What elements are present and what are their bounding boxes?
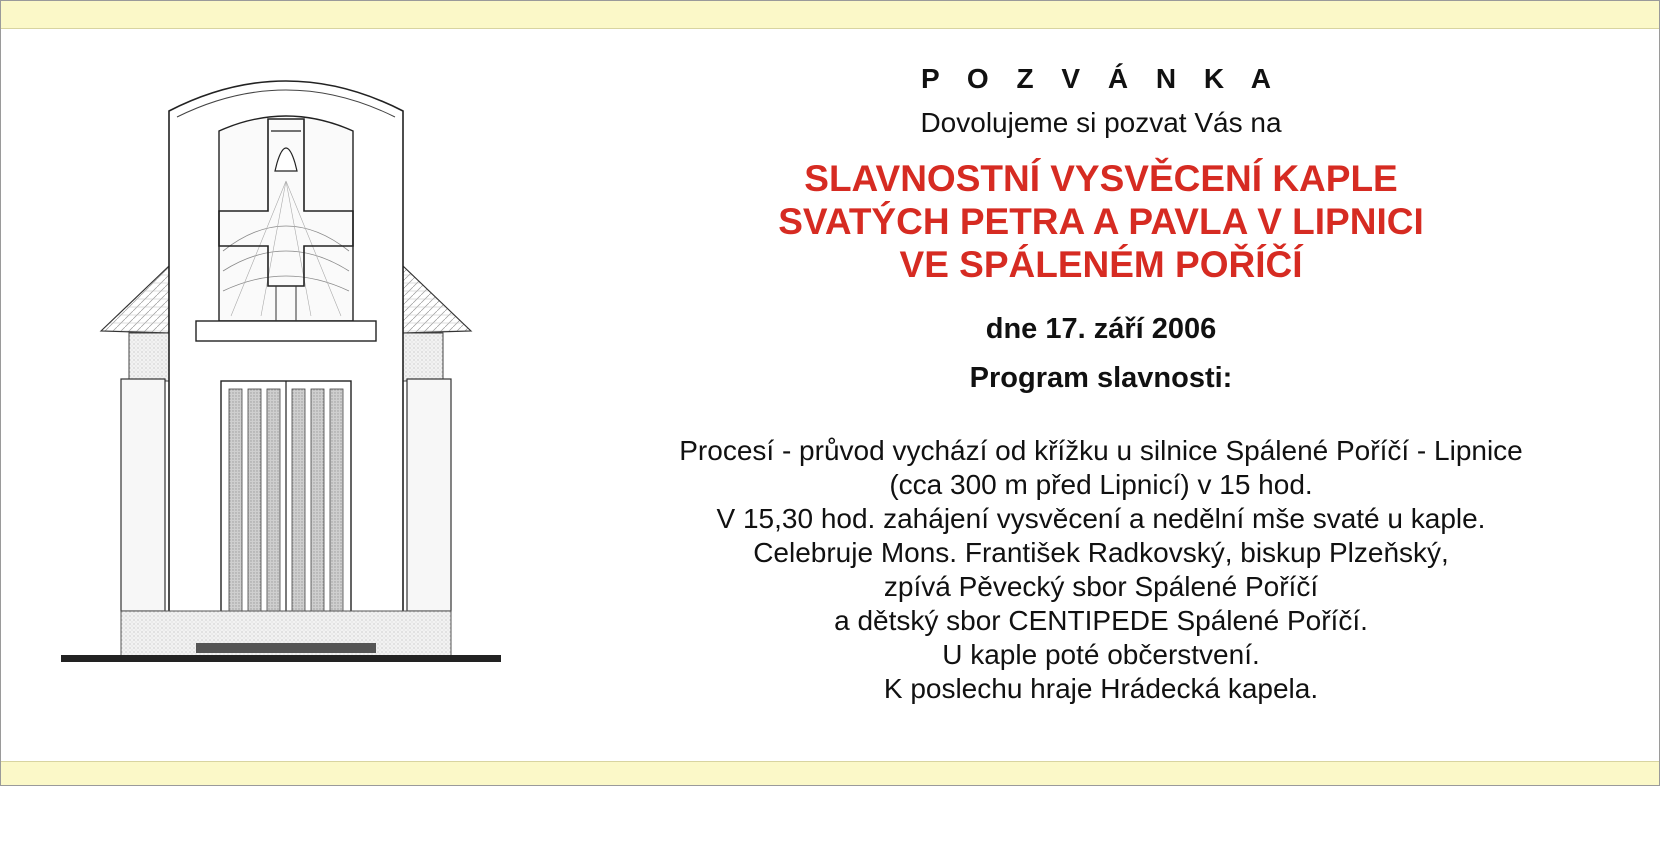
- event-date: dne 17. září 2006: [985, 313, 1217, 345]
- program-list: [601, 434, 1601, 706]
- step: [196, 643, 376, 653]
- invitation-lead: Dovolujeme si pozvat Vás na: [920, 107, 1282, 138]
- program-line: a dětský sbor CENTIPEDE Spálené Poříčí.: [834, 605, 1368, 636]
- program-line: U kaple poté občerstvení.: [942, 639, 1260, 670]
- program-title: Program slavnosti:: [969, 362, 1233, 394]
- top-decorative-band: [1, 1, 1659, 29]
- headline-line: SLAVNOSTNÍ VYSVĚCENÍ KAPLE: [804, 158, 1398, 199]
- bottom-decorative-band: [1, 761, 1659, 786]
- program-line: zpívá Pěvecký sbor Spálené Poříčí: [883, 571, 1319, 602]
- program-line: Celebruje Mons. František Radkovský, biskup Plzeňský,: [753, 537, 1449, 568]
- headline-line: VE SPÁLENÉM POŘÍČÍ: [899, 244, 1303, 285]
- right-column: [407, 379, 451, 611]
- left-column: [121, 379, 165, 611]
- program-line: Procesí - průvod vychází od křížku u silnice Spálené Poříčí - Lipnice: [679, 435, 1523, 466]
- headline-line: SVATÝCH PETRA A PAVLA V LIPNICI: [778, 201, 1424, 242]
- event-headline: [601, 157, 1601, 286]
- ground-line: [61, 655, 501, 662]
- program-line: (cca 300 m před Lipnicí) v 15 hod.: [889, 469, 1313, 500]
- invitation-title: P O Z V Á N K A: [920, 63, 1282, 94]
- program-line: V 15,30 hod. zahájení vysvěcení a nedělní mše svaté u kaple.: [716, 503, 1486, 534]
- right-roof: [401, 266, 471, 381]
- left-roof: [101, 266, 171, 381]
- chapel-drawing: [61, 71, 531, 711]
- invitation-text: [601, 59, 1601, 706]
- program-line: K poslechu hraje Hrádecká kapela.: [883, 673, 1319, 704]
